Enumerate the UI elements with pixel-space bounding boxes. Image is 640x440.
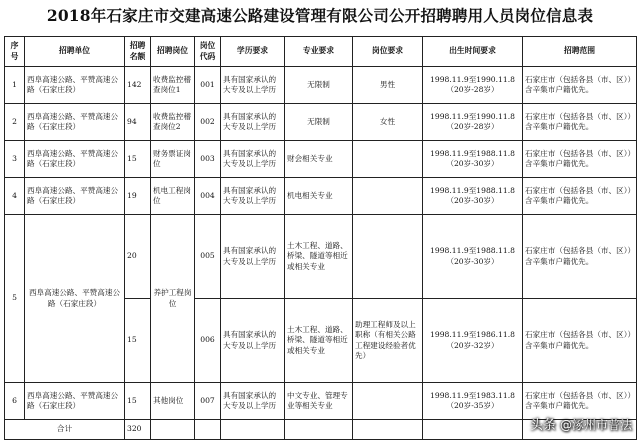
header-birth: 出生时间要求: [423, 37, 523, 67]
cell-req: [353, 141, 423, 178]
cell-unit: 西阜高速公路、平赞高速公路（石家庄段）: [25, 104, 125, 141]
cell-seq: 6: [5, 383, 25, 420]
cell-edu: 具有国家承认的大专及以上学历: [221, 104, 285, 141]
cell-code: 002: [195, 104, 221, 141]
cell-quota: 15: [125, 299, 151, 383]
table-row: [5, 141, 637, 178]
page-title: 2018年石家庄市交建高速公路建设管理有限公司公开招聘聘用人员岗位信息表: [46, 6, 594, 25]
total-value: 320: [125, 420, 151, 440]
cell-code: 006: [195, 299, 221, 383]
cell-quota: 20: [125, 215, 151, 299]
cell-scope: 石家庄市（包括各县（市、区））含辛集市户籍优先。: [523, 67, 637, 104]
table-row: [5, 67, 637, 104]
source-watermark: [530, 414, 632, 433]
header-code: 岗位代码: [195, 37, 221, 67]
cell-edu: 具有国家承认的大专及以上学历: [221, 141, 285, 178]
cell-quota: 142: [125, 67, 151, 104]
cell-scope: 石家庄市（包括各县（市、区））含辛集市户籍优先。: [523, 215, 637, 299]
cell-req: 男性: [353, 67, 423, 104]
empty-cell: [285, 420, 353, 440]
cell-req: 女性: [353, 104, 423, 141]
header-seq: 序号: [5, 37, 25, 67]
cell-post: 收费监控稽查岗位1: [151, 67, 195, 104]
watermark-account: @涿州市普法: [559, 418, 632, 432]
cell-birth: 1998.11.9至1988.11.8（20岁-30岁）: [423, 178, 523, 215]
table-row: [5, 104, 637, 141]
cell-quota: 94: [125, 104, 151, 141]
header-req: 岗位要求: [353, 37, 423, 67]
cell-major: 机电相关专业: [285, 178, 353, 215]
cell-edu: 具有国家承认的大专及以上学历: [221, 178, 285, 215]
cell-code: 001: [195, 67, 221, 104]
cell-major: 中文专业、管理专业等相关专业: [285, 383, 353, 420]
cell-post: 机电工程岗位: [151, 178, 195, 215]
table-row: [5, 215, 637, 299]
cell-seq: 5: [5, 215, 25, 383]
cell-edu: 具有国家承认的大专及以上学历: [221, 215, 285, 299]
empty-cell: [423, 420, 523, 440]
empty-cell: [151, 420, 195, 440]
total-label: 合计: [5, 420, 125, 440]
cell-birth: 1998.11.9至1983.11.8（20岁-35岁）: [423, 383, 523, 420]
cell-seq: 2: [5, 104, 25, 141]
cell-quota: 15: [125, 383, 151, 420]
cell-code: 003: [195, 141, 221, 178]
cell-unit: 西阜高速公路、平赞高速公路（石家庄段）: [25, 141, 125, 178]
cell-seq: 3: [5, 141, 25, 178]
cell-seq: 4: [5, 178, 25, 215]
cell-scope: 石家庄市（包括各县（市、区））含辛集市户籍优先。: [523, 141, 637, 178]
cell-post: 养护工程岗位: [151, 215, 195, 383]
cell-major: 土木工程、道路、桥梁、隧道等相近或相关专业: [285, 299, 353, 383]
cell-scope: 石家庄市（包括各县（市、区））含辛集市户籍优先。: [523, 299, 637, 383]
header-major: 专业要求: [285, 37, 353, 67]
cell-req: [353, 178, 423, 215]
cell-birth: 1998.11.9至1986.11.8（20岁-32岁）: [423, 299, 523, 383]
cell-scope: 石家庄市（包括各县（市、区））含辛集市户籍优先。: [523, 383, 637, 420]
empty-cell: [353, 420, 423, 440]
cell-major: 无限制: [285, 104, 353, 141]
cell-code: 004: [195, 178, 221, 215]
cell-req: [353, 215, 423, 299]
cell-code: 007: [195, 383, 221, 420]
cell-birth: 1998.11.9至1988.11.8（20岁-30岁）: [423, 215, 523, 299]
table-row: [5, 178, 637, 215]
watermark-brand: 头条: [529, 418, 556, 433]
cell-birth: 1998.11.9至1990.11.8（20岁-28岁）: [423, 67, 523, 104]
cell-birth: 1998.11.9至1988.11.8（20岁-30岁）: [423, 141, 523, 178]
cell-req: [353, 383, 423, 420]
header-row: [5, 37, 637, 67]
empty-cell: [195, 420, 221, 440]
cell-quota: 15: [125, 141, 151, 178]
cell-birth: 1998.11.9至1990.11.8（20岁-28岁）: [423, 104, 523, 141]
cell-unit: 西阜高速公路、平赞高速公路（石家庄段）: [25, 178, 125, 215]
cell-scope: 石家庄市（包括各县（市、区））含辛集市户籍优先。: [523, 178, 637, 215]
header-quota: 招聘名额: [125, 37, 151, 67]
cell-unit: 西阜高速公路、平赞高速公路（石家庄段）: [25, 67, 125, 104]
cell-major: 无限制: [285, 67, 353, 104]
cell-quota: 19: [125, 178, 151, 215]
cell-post: 收费监控稽查岗位2: [151, 104, 195, 141]
header-scope: 招聘范围: [523, 37, 637, 67]
cell-req: 助理工程师及以上职称（有相关公路工程建设经验者优先）: [353, 299, 423, 383]
cell-major: 财会相关专业: [285, 141, 353, 178]
header-edu: 学历要求: [221, 37, 285, 67]
cell-major: 土木工程、道路、桥梁、隧道等相近或相关专业: [285, 215, 353, 299]
cell-post: 其他岗位: [151, 383, 195, 420]
cell-code: 005: [195, 215, 221, 299]
cell-edu: 具有国家承认的大专及以上学历: [221, 67, 285, 104]
cell-edu: 具有国家承认的大专及以上学历: [221, 383, 285, 420]
cell-edu: 具有国家承认的大专及以上学历: [221, 299, 285, 383]
cell-scope: 石家庄市（包括各县（市、区））含辛集市户籍优先。: [523, 104, 637, 141]
header-post: 招聘岗位: [151, 37, 195, 67]
header-unit: 招聘单位: [25, 37, 125, 67]
cell-post: 财务票证岗位: [151, 141, 195, 178]
cell-seq: 1: [5, 67, 25, 104]
cell-unit: 西阜高速公路、平赞高速公路（石家庄段）: [25, 383, 125, 420]
empty-cell: [221, 420, 285, 440]
cell-unit: 西阜高速公路、平赞高速公路（石家庄段）: [25, 215, 125, 383]
positions-table: [4, 36, 637, 440]
